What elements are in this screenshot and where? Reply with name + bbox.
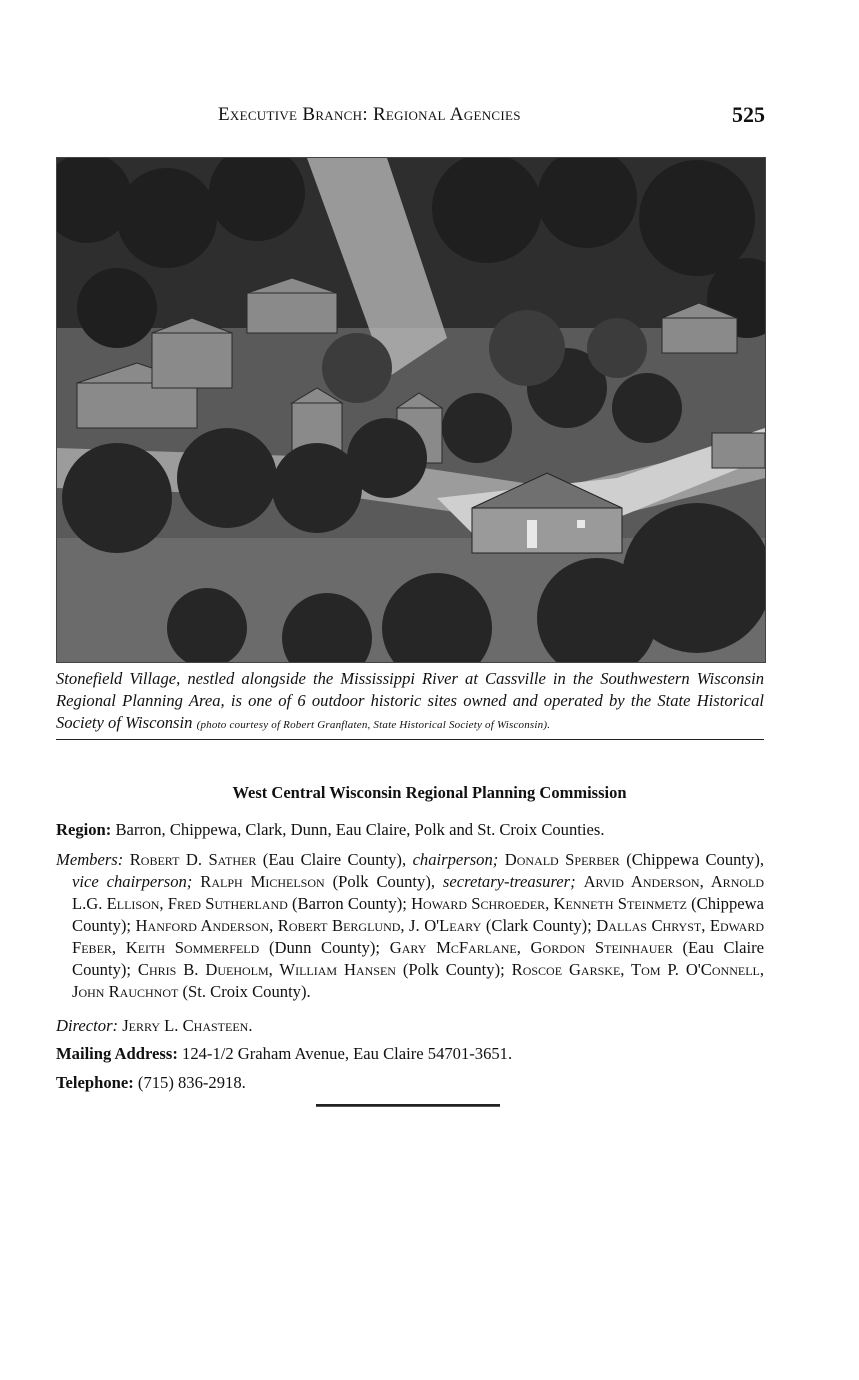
page-number: 525 — [732, 102, 765, 127]
telephone-text: (715) 836-2918. — [137, 1073, 246, 1092]
caption-main: Stonefield Village, nestled alongside the Mississippi River at Cassville in the Southwestern Wisconsin Regional Planning Area, is one of 6 outdoor historic sites owned and operated by the State Historical Society of Wisconsin — [56, 669, 764, 732]
caption-divider — [56, 739, 764, 740]
member-county: (Chippewa County); — [72, 894, 764, 935]
member-name: Hanford Anderson, Robert Berglund, J. O'Leary — [135, 916, 482, 935]
member-county: (Clark County); — [485, 916, 592, 935]
end-divider — [316, 1104, 500, 1107]
region-label: Region: — [56, 820, 112, 839]
telephone-line — [56, 1072, 764, 1094]
caption-credit: (photo courtesy of Robert Granflaten, State Historical Society of Wisconsin). — [196, 719, 551, 731]
member-name: Roscoe Garske, Tom P. O'Connell, John Rauchnot — [72, 960, 765, 1001]
member-name: Gary McFarlane, Gordon Steinhauer — [389, 938, 673, 957]
photo-caption — [56, 668, 764, 736]
member-name: Robert D. Sather — [129, 850, 257, 869]
member-name: Arvid Anderson, Arnold L.G. Ellison, Fred Sutherland — [72, 872, 765, 913]
member-name: Donald Sperber — [504, 850, 620, 869]
member-county: (St. Croix County). — [182, 982, 311, 1001]
director-line — [56, 1015, 764, 1037]
mailing-text: 124-1/2 Graham Avenue, Eau Claire 54701-3651. — [182, 1044, 513, 1063]
photo-illustration — [57, 158, 765, 662]
region-line — [56, 819, 764, 841]
member-name: Howard Schroeder, Kenneth Steinmetz — [411, 894, 687, 913]
mailing-label: Mailing Address: — [56, 1044, 178, 1063]
member-role: secretary-treasurer; — [442, 872, 576, 891]
telephone-label: Telephone: — [56, 1073, 134, 1092]
director-label: Director: — [56, 1016, 119, 1035]
mailing-address-line — [56, 1043, 764, 1065]
members-label: Members: — [56, 850, 124, 869]
member-county: (Chippewa County), — [626, 850, 764, 869]
section-heading: West Central Wisconsin Regional Planning Commission — [232, 783, 627, 802]
region-text: Barron, Chippewa, Clark, Dunn, Eau Claire, Polk and St. Croix Counties. — [115, 820, 605, 839]
member-county: (Polk County), — [332, 872, 435, 891]
member-role: vice chairperson; — [72, 872, 193, 891]
director-name: Jerry L. Chasteen. — [122, 1016, 253, 1035]
running-head — [0, 104, 859, 132]
member-name: Dallas Chryst, Edward Feber, Keith Sommerfeld — [72, 916, 765, 957]
member-name: Ralph Michelson — [200, 872, 325, 891]
running-title: Executive Branch: Regional Agencies — [218, 104, 521, 125]
stonefield-village-photo — [56, 157, 766, 663]
member-county: (Barron County); — [292, 894, 407, 913]
member-county: (Dunn County); — [268, 938, 381, 957]
member-county: (Eau Claire County), — [262, 850, 407, 869]
member-county: (Polk County); — [402, 960, 505, 979]
members-paragraph — [56, 849, 764, 1003]
member-county: (Eau Claire County); — [72, 938, 765, 979]
member-name: Chris B. Dueholm, William Hansen — [137, 960, 396, 979]
member-role: chairperson; — [412, 850, 499, 869]
